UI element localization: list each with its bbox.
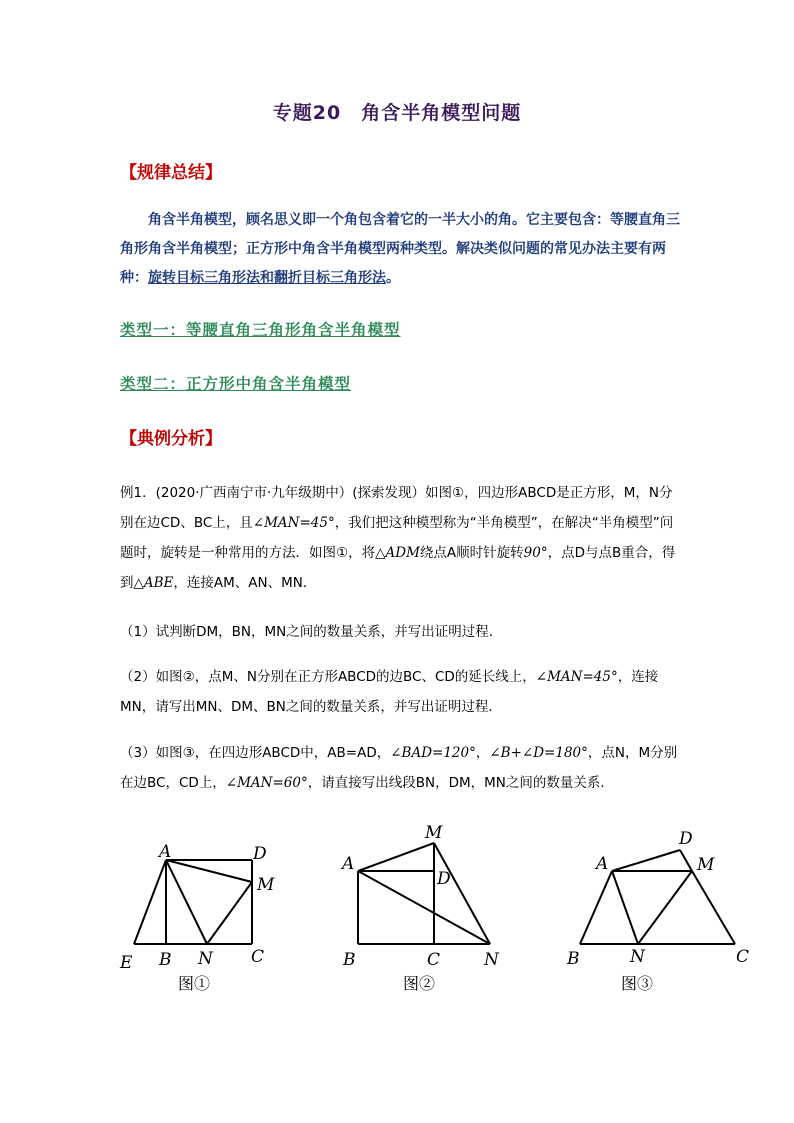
figure-3-caption: 图③ <box>621 974 654 993</box>
figure-2-lines <box>358 843 490 944</box>
fig3-label-a: A <box>596 854 609 874</box>
example-1-text-e: ，连接AM、AN、MN． <box>173 575 317 591</box>
fig2-label-n: N <box>484 950 499 970</box>
question-3-math-c: ∠MAN=60° <box>225 775 308 791</box>
question-3-text-b: ， <box>475 745 490 761</box>
example-1-math-c: 90° <box>523 545 548 561</box>
fig3-label-n: N <box>630 947 645 967</box>
fig1-label-e: E <box>120 953 133 973</box>
fig1-label-n: N <box>198 949 213 969</box>
fig3-label-b: B <box>567 949 580 969</box>
fig3-label-m: M <box>697 855 715 875</box>
page-title: 专题20 角含半角模型问题 <box>272 102 522 124</box>
summary-methods: 旋转目标三角形法和翻折目标三角形法 <box>148 270 386 286</box>
example-1-math-d: △ABE <box>133 575 174 591</box>
fig3-label-d: D <box>679 829 693 849</box>
example-1-text-c: 绕点A顺时针旋转 <box>419 545 524 561</box>
figure-3-labels <box>566 829 749 969</box>
question-1: （1）试判断DM，BN，MN之间的数量关系，并写出证明过程． <box>120 624 503 640</box>
fig2-label-d: D <box>437 869 451 889</box>
fig2-label-a: A <box>342 854 355 874</box>
figure-1-lines <box>134 860 252 944</box>
figure-1-caption: 图① <box>178 974 211 993</box>
question-3-text-d: ，请直接写出线段BN，DM，MN之间的数量关系． <box>307 775 614 791</box>
question-3-text-a: （3）如图③，在四边形ABCD中，AB=AD， <box>120 745 391 761</box>
type-one-link[interactable]: 类型一：等腰直角三角形角含半角模型 <box>120 321 401 339</box>
question-2-text-a: （2）如图②，点M、N分别在正方形ABCD的边BC、CD的延长线上， <box>120 669 536 685</box>
fig1-label-c: C <box>251 947 265 967</box>
example-1-math-b: △ADM <box>375 545 420 561</box>
question-3-math-b: ∠B+∠D=180° <box>489 745 588 761</box>
type-two-link[interactable]: 类型二：正方形中角含半角模型 <box>120 375 352 393</box>
fig2-label-m: M <box>425 823 443 843</box>
example-1-text-d: ，点D与点B重合，得到 <box>120 545 676 591</box>
fig1-label-d: D <box>253 844 267 864</box>
fig2-label-b: B <box>343 950 356 970</box>
example-1-text-a: 例1．(2020·广西南宁市·九年级期中）(探索发现）如图①，四边形ABCD是正方形，M，N分别在边CD、BC上，且 <box>120 485 673 531</box>
fig1-label-a: A <box>159 842 172 862</box>
fig2-label-c: C <box>427 950 441 970</box>
example-1-math-a: ∠MAN=45° <box>252 515 335 531</box>
question-3-text-c: ，点N，M分别在边BC，CD上， <box>120 745 678 791</box>
question-2-text-b: ，连接MN，请写出MN、DM、BN之间的数量关系，并写出证明过程． <box>120 669 659 715</box>
question-3-math-a: ∠BAD=120° <box>390 745 476 761</box>
fig3-label-c: C <box>736 947 750 967</box>
summary-end: 。 <box>386 270 400 286</box>
fig1-label-b: B <box>159 950 172 970</box>
figure-2-labels <box>340 823 500 970</box>
example-1-text-b: ，我们把这种模型称为“半角模型”，在解决“半角模型”问题时，旋转是一种常用的方法．如图①，将 <box>120 515 674 561</box>
summary-text: 角含半角模型，顾名思义即一个角包含着它的一半大小的角。它主要包含：等腰直角三角形角含半角模型；正方形中角含半角模型两种类型。解决类似问题的常见办法主要有两种： <box>120 212 680 286</box>
figure-2-caption: 图② <box>403 974 436 993</box>
section-heading-examples: 【典例分析】 <box>120 429 222 449</box>
fig1-label-m: M <box>257 875 275 895</box>
question-2-math-a: ∠MAN=45° <box>535 669 618 685</box>
section-heading-rules: 【规律总结】 <box>120 163 222 183</box>
